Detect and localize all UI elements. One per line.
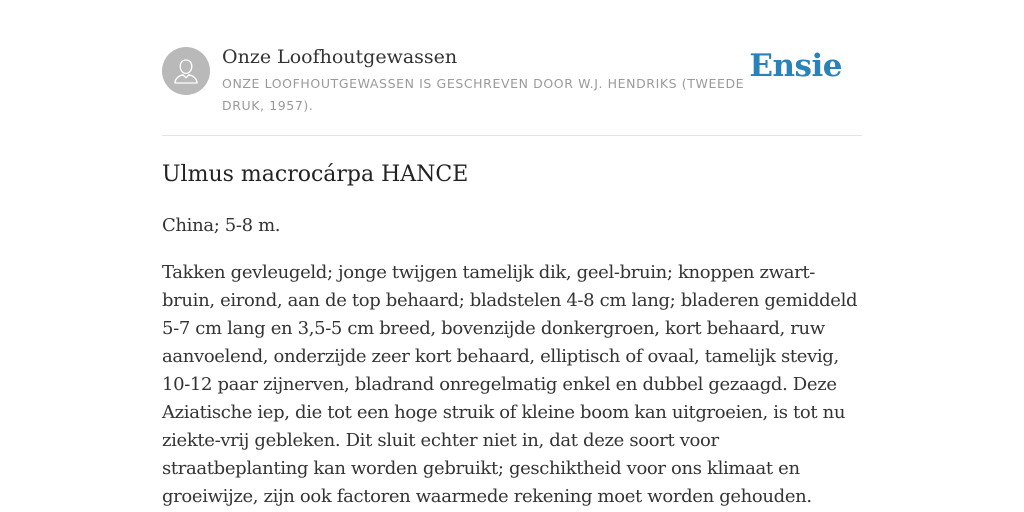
user-silhouette-icon bbox=[162, 47, 210, 95]
site-logo[interactable]: Ensie bbox=[749, 48, 842, 84]
author-description: ONZE LOOFHOUTGEWASSEN IS GESCHREVEN DOOR W.J. HENDRIKS (TWEEDE DRUK, 1957). bbox=[222, 76, 745, 113]
author-header bbox=[162, 44, 862, 134]
divider bbox=[162, 135, 862, 136]
author-name[interactable]: Onze Loofhoutgewassen bbox=[222, 46, 458, 68]
avatar bbox=[162, 47, 210, 95]
article-paragraph-origin: China; 5-8 m. bbox=[162, 215, 281, 236]
article-paragraph-description: Takken gevleugeld; jonge twijgen tamelijk dik, geel-bruin; knoppen zwart-bruin, eirond, aan de top behaard; bladstelen 4-8 cm lang; bladeren gemiddeld 5-7 cm lang en 3,5-5 cm breed, bovenzijde donkergroen, kort behaard, ruw aanvoelend, onderzijde zeer kort behaard, elliptisch of ovaal, tamelijk stevig, 10-12 paar zijnerven, bladrand onregelmatig enkel en dubbel gezaagd. Deze Aziatische iep, die tot een hoge struik of kleine boom kan uitgroeien, is tot nu ziekte-vrij gebleken. Dit sluit echter niet in, dat deze soort voor straatbeplanting kan worden gebruikt; geschiktheid voor ons klimaat en groeiwijze, zijn ook factoren waarmede rekening moet worden gehouden. bbox=[162, 262, 858, 507]
article-title: Ulmus macrocárpa HANCE bbox=[162, 162, 469, 187]
article bbox=[162, 158, 862, 511]
